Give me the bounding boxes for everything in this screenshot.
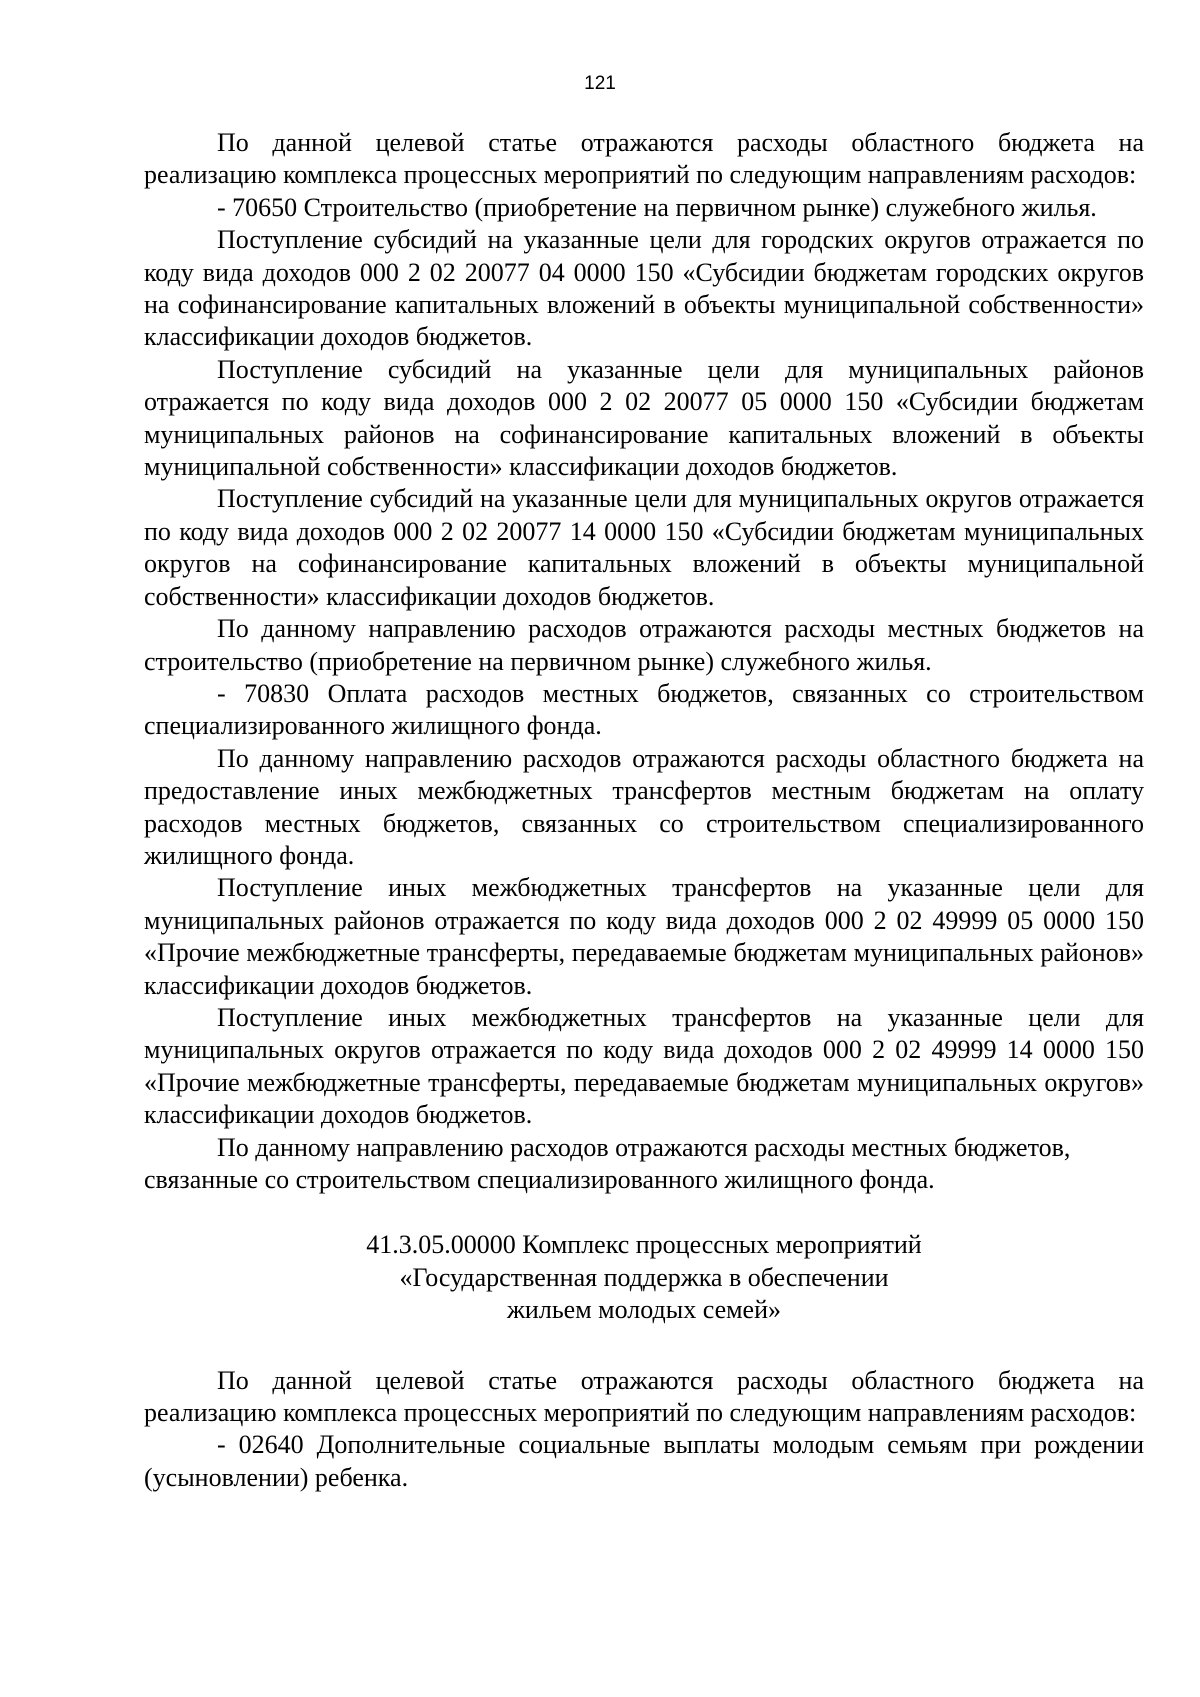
paragraph: По данному направлению расходов отражаются расходы местных бюджетов на строительство (приобретение на первичном рынке) служебного жилья.: [144, 614, 1144, 676]
paragraph: - 70650 Строительство (приобретение на первичном рынке) служебного жилья.: [217, 192, 1097, 222]
paragraph: По данному направлению расходов отражаются расходы местных бюджетов, связанные со строительством специализированного жилищного фонда.: [144, 1132, 1071, 1194]
paragraph: - 02640 Дополнительные социальные выплаты молодым семьям при рождении (усыновлении) ребенка.: [144, 1430, 1144, 1492]
paragraph: Поступление субсидий на указанные цели для городских округов отражается по коду вида доходов 000 2 02 20077 04 0000 150 «Субсидии бюджетам городских округов на софинансирование капитальных вложений в объекты муниципальной собственности» классификации доходов бюджетов.: [144, 225, 1144, 352]
paragraph: По данному направлению расходов отражаются расходы областного бюджета на предоставление иных межбюджетных трансфертов местным бюджетам на оплату расходов местных бюджетов, связанных со строительством специализированного жилищного фонда.: [144, 743, 1144, 870]
section-heading: [144, 1229, 1144, 1326]
paragraph: По данной целевой статье отражаются расходы областного бюджета на реализацию комплекса процессных мероприятий по следующим направлениям расходов:: [144, 128, 1144, 190]
page-number: 121: [584, 73, 616, 94]
paragraph: По данной целевой статье отражаются расходы областного бюджета на реализацию комплекса процессных мероприятий по следующим направлениям расходов:: [144, 1365, 1144, 1428]
heading-line: «Государственная поддержка в обеспечении: [399, 1262, 889, 1292]
paragraph: Поступление иных межбюджетных трансфертов на указанные цели для муниципальных районов отражается по коду вида доходов 000 2 02 49999 05 0000 150 «Прочие межбюджетные трансферты, передаваемые бюджетам муниципальных районов» классификации доходов бюджетов.: [144, 873, 1144, 1000]
heading-line: жильем молодых семей»: [506, 1295, 782, 1325]
section-2: [144, 1365, 1144, 1495]
paragraph: Поступление субсидий на указанные цели для муниципальных районов отражается по коду вида доходов 000 2 02 20077 05 0000 150 «Субсидии бюджетам муниципальных районов на софинансирование капитальных вложений в объекты муниципальной собственности» классификации доходов бюджетов.: [144, 354, 1144, 482]
document-body: [144, 127, 1144, 1494]
paragraph: Поступление субсидий на указанные цели для муниципальных округов отражается по коду вида доходов 000 2 02 20077 14 0000 150 «Субсидии бюджетам муниципальных округов на софинансирование капитальных вложений в объекты муниципальной собственности» классификации доходов бюджетов.: [144, 484, 1144, 611]
paragraph: - 70830 Оплата расходов местных бюджетов, связанных со строительством специализированного жилищного фонда.: [144, 678, 1144, 741]
paragraph: Поступление иных межбюджетных трансфертов на указанные цели для муниципальных округов отражается по коду вида доходов 000 2 02 49999 14 0000 150 «Прочие межбюджетные трансферты, передаваемые бюджетам муниципальных округов» классификации доходов бюджетов.: [144, 1002, 1144, 1130]
heading-line: 41.3.05.00000 Комплекс процессных мероприятий: [366, 1230, 922, 1260]
section-1: [144, 127, 1144, 1196]
